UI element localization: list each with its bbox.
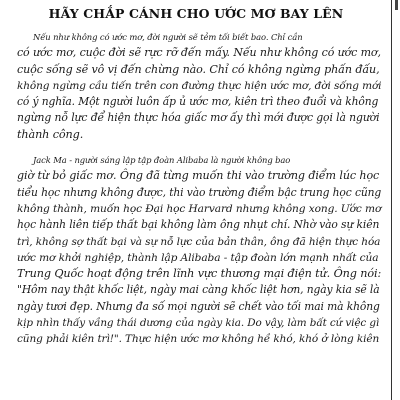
- text-line: cũng phải kiên trì!". Thực hiện ước mơ không hề khó, khó ở lòng kiên: [17, 333, 380, 346]
- text-line: có ý nghĩa. Một người luôn ấp ủ ước mơ, kiên trì theo đuổi và không: [17, 95, 379, 109]
- text-line: ngừng nỗ lực để hiện thực hóa giấc mơ ấy thì mới được gọi là người: [17, 111, 380, 125]
- text-line: học hành liên tiếp thất bại không làm ông nhụt chí. Nhờ vào sự kiên: [17, 218, 380, 232]
- paragraph-1: [17, 29, 381, 143]
- text-line: giờ từ bỏ giấc mơ. Ông đã từng muốn thi vào trường điểm lúc học: [17, 169, 380, 183]
- body-text: [17, 29, 381, 348]
- text-line: Trung Quốc hoạt động trên lĩnh vực thương mại điện tử. Ông nói:: [17, 267, 382, 281]
- text-line: có ước mơ, cuộc đời sẽ rực rỡ đến mấy. Nếu như không có ước mơ,: [17, 46, 381, 60]
- page-title: HÃY CHẮP CÁNH CHO ƯỚC MƠ BAY LÊN: [48, 6, 344, 21]
- text-line: trì, không sợ thất bại và sự nỗ lực của bản thân, ông đã hiện thực hóa: [17, 235, 381, 248]
- text-line: ngày tươi đẹp. Nhưng đa số mọi người sẽ chết vào tối mai mà không: [17, 299, 380, 313]
- paragraph-2: [17, 152, 381, 348]
- text-line: Jack Ma - người sáng lập tập đoàn Alibaba là người không bao: [33, 155, 291, 166]
- text-line: không thành, muốn học Đại học Harvard nhưng không xong. Ước mơ: [17, 202, 382, 215]
- text-line: Nếu như không có ước mơ, đời người sẽ tẻm tối biết bao. Chỉ cần: [33, 32, 303, 42]
- text-line: kịp nhìn thấy vầng thái dương của ngày kia. Do vậy, làm bất cứ việc gì: [17, 317, 380, 330]
- border-mark: [395, 0, 398, 10]
- page-border: [391, 0, 400, 400]
- text-line: không ngừng cầu tiến trên con đường thực hiện ước mơ, đời sống mới: [17, 79, 382, 92]
- text-line: "Hôm nay thật khốc liệt, ngày mai càng khốc liệt hơn, ngày kia sẽ là: [17, 283, 380, 297]
- text-line: cuộc sống sẽ vô vị đến chừng nào. Chỉ có không ngừng phấn đấu,: [17, 62, 380, 76]
- text-line: ước mơ khởi nghiệp, thành lập Alibaba - tập đoàn lớn mạnh nhất của: [17, 251, 379, 264]
- text-line: tiểu học nhưng không được, thi vào trường điểm bậc trung học cũng: [17, 185, 382, 199]
- text-line: thành công.: [17, 127, 84, 141]
